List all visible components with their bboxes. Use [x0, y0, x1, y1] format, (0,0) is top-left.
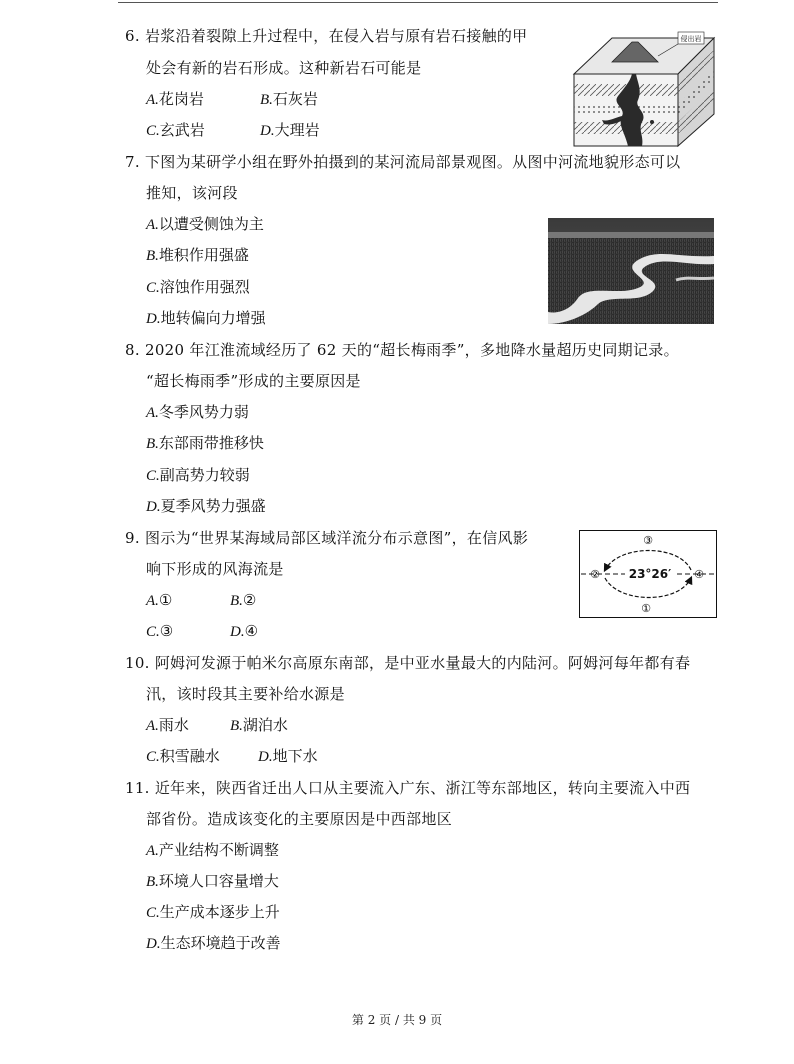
- q7-option-b[interactable]: B.堆积作用强盛: [146, 246, 249, 264]
- q8-option-d[interactable]: D.夏季风势力强盛: [146, 497, 266, 515]
- q10-option-b[interactable]: B.湖泊水: [230, 716, 288, 734]
- q6-option-c[interactable]: C.玄武岩: [146, 121, 205, 139]
- rock-diagram-label: 侵出岩: [680, 35, 702, 43]
- q11-option-c[interactable]: C.生产成本逐步上升: [146, 903, 280, 921]
- q10-stem-line2: 汛，该时段其主要补给水源是: [146, 685, 345, 703]
- q8-option-c[interactable]: C.副高势力较弱: [146, 466, 250, 484]
- q7-stem-line1: 7. 下图为某研学小组在野外拍摄到的某河流局部景观图。从图中河流地貌形态可以: [125, 153, 681, 171]
- q11-option-b[interactable]: B.环境人口容量增大: [146, 872, 279, 890]
- q10-option-d[interactable]: D.地下水: [258, 747, 318, 765]
- q10-option-c[interactable]: C.积雪融水: [146, 747, 220, 765]
- marker-1: ①: [641, 602, 651, 615]
- header-rule: [118, 2, 718, 3]
- q9-option-b[interactable]: B.②: [230, 591, 257, 609]
- q9-option-a[interactable]: A.①: [146, 591, 173, 609]
- rock-block-diagram: [572, 30, 718, 148]
- river-landscape-photo: [548, 218, 714, 324]
- q6-stem-line2: 处会有新的岩石形成。这种新岩石可能是: [146, 59, 422, 77]
- q11-option-a[interactable]: A.产业结构不断调整: [146, 841, 279, 859]
- q11-stem-line1: 11. 近年来，陕西省迁出人口从主要流入广东、浙江等东部地区，转向主要流入中西: [125, 779, 691, 797]
- q6-option-a[interactable]: A.花岗岩: [146, 90, 204, 108]
- q6-stem-line1: 6. 岩浆沿着裂隙上升过程中，在侵入岩与原有岩石接触的甲: [125, 27, 528, 45]
- q7-option-d[interactable]: D.地转偏向力增强: [146, 309, 266, 327]
- q11-option-d[interactable]: D.生态环境趋于改善: [146, 934, 281, 952]
- marker-2: ②: [590, 568, 600, 581]
- q8-stem-line1: 8. 2020 年江淮流域经历了 62 天的“超长梅雨季”，多地降水量超历史同期记录。: [125, 341, 679, 359]
- q7-option-a[interactable]: A.以遭受侧蚀为主: [146, 215, 264, 233]
- q8-option-b[interactable]: B.东部雨带推移快: [146, 434, 264, 452]
- marker-4: ④: [694, 568, 704, 581]
- marker-3: ③: [643, 534, 653, 547]
- q9-stem-line2: 响下形成的风海流是: [146, 560, 284, 578]
- q9-option-c[interactable]: C.③: [146, 622, 174, 640]
- q10-stem-line1: 10. 阿姆河发源于帕米尔高原东南部，是中亚水量最大的内陆河。阿姆河每年都有春: [125, 654, 691, 672]
- q10-option-a[interactable]: A.雨水: [146, 716, 189, 734]
- q6-option-b[interactable]: B.石灰岩: [260, 90, 318, 108]
- latitude-label: 23°26′: [628, 567, 672, 581]
- q6-option-d[interactable]: D.大理岩: [260, 121, 320, 139]
- q7-stem-line2: 推知，该河段: [146, 184, 238, 202]
- q9-stem-line1: 9. 图示为“世界某海域局部区域洋流分布示意图”，在信风影: [125, 529, 529, 547]
- q11-stem-line2: 部省份。造成该变化的主要原因是中西部地区: [146, 810, 453, 828]
- q7-option-c[interactable]: C.溶蚀作用强烈: [146, 278, 250, 296]
- q9-option-d[interactable]: D.④: [230, 622, 259, 640]
- page-footer: 第 2 页 / 共 9 页: [351, 1013, 443, 1027]
- ocean-current-diagram: [579, 530, 717, 618]
- q8-option-a[interactable]: A.冬季风势力弱: [146, 403, 249, 421]
- q8-stem-line2: “超长梅雨季”形成的主要原因是: [146, 372, 361, 390]
